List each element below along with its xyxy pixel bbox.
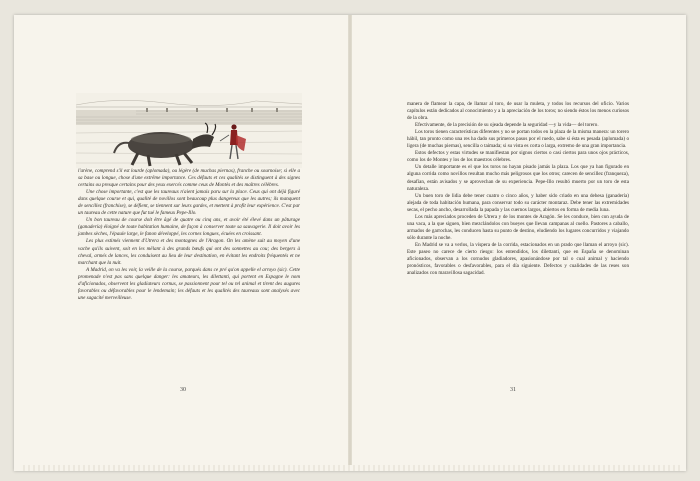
left-page-body [78, 168, 300, 302]
right-page-body [407, 101, 629, 277]
page-number-right: 31 [510, 387, 516, 393]
right-paragraph: Estos defectos y estas virtudes se manifiestan por signos ciertos o casi ciertos para unos ojos prácticos, como los de Montes y los de los maestros célebres. [407, 150, 629, 164]
deckle-edge [20, 465, 680, 471]
book-spread [14, 15, 686, 471]
right-paragraph: Un buen toro de lidia debe tener cuatro o cinco años, y haber sido criado en una dehesa (ganadería) alejada de toda habitación humana, para conservar todo su carácter montaraz. Debe tener las extremidades secas, el pecho ancho, desarrollada la papada y las cuernos largos, abiertos en forma de media luna. [407, 192, 629, 213]
right-paragraph: manera de flamear la capa, de llamar al toro, de usar la muleta, y todos los recursos del oficio. Varios capítulos están dedicados al conocimiento y a la apreciación de los toros; no siendo éstos los menos curiosos de la obra. [407, 101, 629, 122]
page-number-left: 30 [180, 387, 186, 393]
bullfight-etching [76, 93, 302, 168]
left-paragraph: A Madrid, on va les voir, la veille de la course, parqués dans ce pré qu'on appelle el arroyo (sic). Cette promenade n'est pas sans quelque danger: les amateurs, les dilettanti, qui portent en Espagne le nom d'aficionados, observent les gladiateurs cornus, se passionnent pour tel ou tel animal et tirent des augures favorables ou défavorables pour le lendemain; les défauts et les qualités des taureaux sont analysés avec une sagacité merveilleuse. [78, 266, 300, 301]
right-paragraph: En Madrid se va a verlos, la víspera de la corrida, estacionados en un prado que llaman el arroyo (sic). Este paseo no carece de cierto riesgo: los entendidos, los dilettanti, que en España se denominan aficionados, observan a los cornudos gladiadores, apasionándose por tal o cual animal y haciendo pronósticos, favorables o desfavorables, para el día siguiente. Defectos y cualidades de las reses son analizados con maravillosa sagacidad. [407, 241, 629, 277]
left-paragraph: Une chose importante, c'est que les taureaux n'aient jamais paru sur la place. Ceux qui ont déjà figuré dans quelque course et qui, qualité de novillos sont beaucoup plus dangereux que les autres; ils manquent de sencillez (franchise), se défient, se tiennent sur leurs gardes, et mettent à profit leur expérience. C'est par un taureau de cette nature que fut tué le fameux Pepe-Illo. [78, 189, 300, 217]
left-paragraph: l'arène, comprend s'il est lourde (aplomada), ou légère (de muchas piernas), franche ou sournoise; si elle a sa base ou longue, chose d'une extrême importance. Ces défauts et ces qualités se distinguent à des signes certains ou presque certains pour des yeux exercés comme ceux de Montès et des maîtres célèbres. [78, 168, 300, 189]
right-paragraph: Un detalle importante es el que los toros no hayan pisado jamás la plaza. Los que ya han figurado en alguna corrida como novillos resultan mucho más peligrosos que los otros; carecen de sencillez (franqueza), desafían, están avisados y se aprovechan de su experiencia. Pepe-Illo resultó muerto por un toro de esta naturaleza. [407, 164, 629, 192]
left-page [14, 15, 350, 471]
right-paragraph: Los toros tienen características diferentes y no se portan todos en la plaza de la misma manera: un torero hábil, tan pronto como una res ha dado sus primeros pasos por el ruedo, sabe si ésta es pesada (aplomada) o ligera (de muchas piernas), sencilla o taimada; si su vista es corta o larga, extremo de una gran importancia. [407, 129, 629, 150]
right-paragraph: Efectivamente, de la precisión de su ojeada depende la seguridad —y la vida— del torero. [415, 122, 599, 129]
left-paragraph: Un bon taureau de course doit être âgé de quatre ou cinq ans, et avoir été élevé dans un pâturage (ganadería) éloigné de toute habitation humaine, de façon à conserver toute sa sauvagerie. Il doit avoir les jambes sèches, l'épaule large, le fanon développé, les cornes longues, écuées en croissant. [78, 217, 300, 238]
right-paragraph: Los más apreciados proceden de Utrera y de los montes de Aragón. Se les conduce, bien con ayuda de una vaca, a la que siguen, bien mezclándolos con bueyes que llevan campanas al cuello. Pastores a caballo, armados de garrochas, les conducen hasta su punto de destino, eludiendo los lugares concurridos y viajando sólo durante la noche. [407, 213, 629, 241]
left-paragraph: Les plus estimés viennent d'Utrera et des montagnes de l'Aragon. On les amène suit au moyen d'une vache qu'ils suivent, soit en les mêlant à des grands bœufs qui ont des sonnettes au cou; des bergers à cheval, armés de lances, les conduisent au lieu de leur destination, en évitant les endroits fréquentés et ne marchant que la nuit. [78, 238, 300, 266]
book-gutter [348, 15, 352, 471]
right-page [350, 15, 686, 471]
